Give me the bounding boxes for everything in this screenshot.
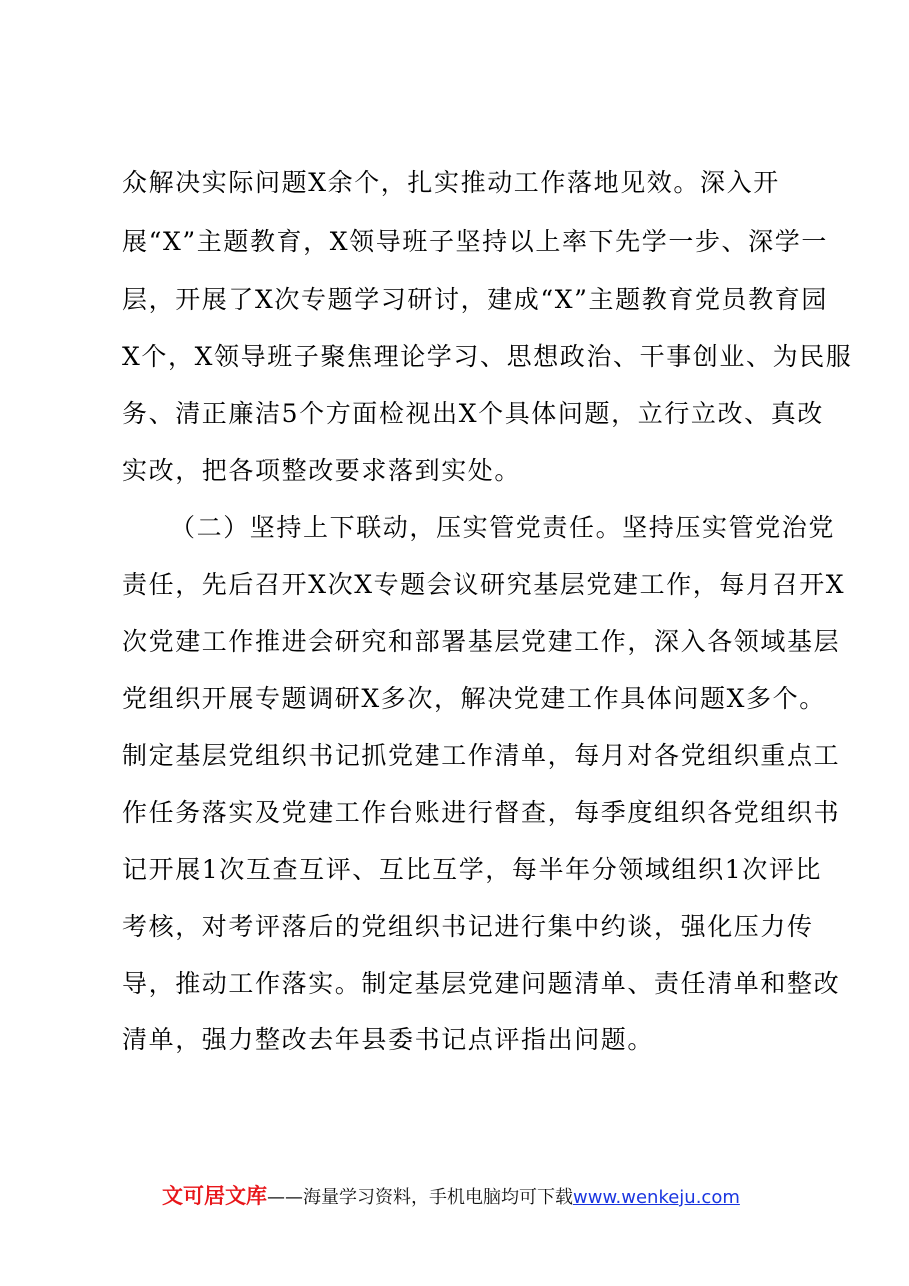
body-text-line: 务、清正廉洁5个方面检视出X个具体问题，立行立改、真改 [122,399,824,428]
body-text-line: 导，推动工作落实。制定基层党建问题清单、责任清单和整改 [122,969,841,998]
section-heading-line: （二）坚持上下联动，压实管党责任。坚持压实管党治党 [170,513,836,542]
body-text-line: 制定基层党组织书记抓党建工作清单，每月对各党组织重点工 [122,741,841,770]
body-text-line: X个，X领导班子聚焦理论学习、思想政治、干事创业、为民服 [122,342,853,371]
footer-tagline: ——海量学习资料，手机电脑均可下载 [267,1187,573,1208]
footer-website-link[interactable]: www.wenkeju.com [573,1187,740,1208]
body-text-line: 展“X”主题教育，X领导班子坚持以上率下先学一步、深学一 [122,227,828,256]
body-text-line: 作任务落实及党建工作台账进行督查，每季度组织各党组织书 [122,798,841,827]
body-text-line: 责任，先后召开X次X专题会议研究基层党建工作，每月召开X [122,570,846,599]
body-text-line: 实改，把各项整改要求落到实处。 [122,456,522,485]
footer-brand: 文可居文库 [162,1184,267,1208]
footer-banner [162,1183,740,1211]
body-text-line: 清单，强力整改去年县委书记点评指出问题。 [122,1025,655,1054]
body-text-line: 党组织开展专题调研X多次，解决党建工作具体问题X多个。 [122,684,826,713]
body-text-line: 层，开展了X次专题学习研讨，建成“X”主题教育党员教育园 [122,285,828,314]
body-text-line: 考核，对考评落后的党组织书记进行集中约谈，强化压力传 [122,912,814,941]
body-text-line: 次党建工作推进会研究和部署基层党建工作，深入各领域基层 [122,627,841,656]
body-text-line: 众解决实际问题X余个，扎实推动工作落地见效。深入开 [122,168,780,197]
body-text-line: 记开展1次互查互评、互比互学，每半年分领域组织1次评比 [122,855,823,884]
